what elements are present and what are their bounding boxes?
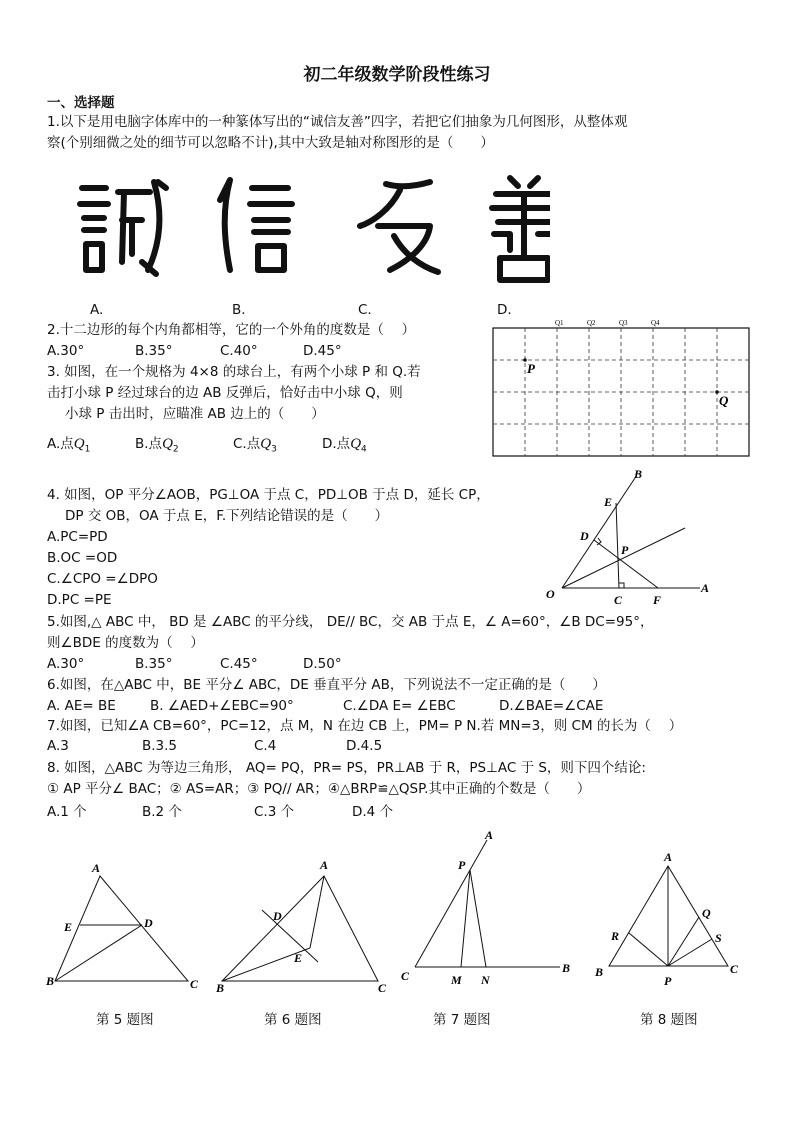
label-a: A [701, 581, 710, 595]
q7-option-c: C.4 [254, 738, 277, 754]
segment-ce [616, 503, 619, 588]
fig5-caption: 第 5 题图 [96, 1012, 154, 1028]
q5-option-d: D.50° [303, 656, 342, 672]
q3-option-c: C.点$Q_3$ [233, 436, 277, 455]
q6-option-a: A. AE= BE [47, 698, 116, 714]
q5-option-c: C.45° [220, 656, 258, 672]
fig8-ps [668, 939, 712, 966]
glyph-you [360, 182, 438, 272]
fig8-triangle [585, 845, 760, 995]
q1-line1: 1.以下是用电脑字体库中的一种篆体写出的“诚信友善”四字，若把它们抽象为几何图形，从整体观 [47, 114, 628, 130]
fig7-pm [461, 870, 470, 967]
q1-line2: 察(个别细微之处的细节可以忽略不计),其中大致是轴对称图形的是（ ） [47, 135, 494, 151]
q4-line1: 4. 如图，OP 平分∠AOB，PG⊥OA 于点 C，PD⊥OB 于点 D，延长 CP， [47, 487, 490, 503]
fig5-label-b: B [46, 974, 55, 988]
fig6-label-d: D [273, 909, 282, 923]
q6-stem: 6.如图，在△ABC 中，BE 平分∠ ABC，DE 垂直平分 AB，下列说法不一定正确的是（ ） [47, 677, 606, 693]
fig5-label-d: D [144, 916, 153, 930]
fig8-label-s: S [715, 931, 722, 945]
fig6-de [262, 910, 318, 962]
q6-option-c: C.∠DA E= ∠EBC [343, 698, 456, 714]
q8-option-c: C.3 个 [254, 804, 295, 820]
q3-line2: 击打小球 P 经过球台的边 AB 反弹后，恰好击中小球 Q，则 [47, 385, 403, 401]
grid-label-q2: Q2 [587, 319, 596, 327]
fig6-triangle [210, 850, 390, 1000]
fig7-label-a: A [485, 828, 494, 842]
q3-table-figure [488, 314, 756, 464]
fig6-abc [222, 876, 378, 981]
q4-option-d: D.PC =PE [47, 592, 112, 608]
q1-option-b: B. [232, 302, 246, 318]
fig8-label-a: A [664, 850, 673, 864]
q1-option-c: C. [358, 302, 372, 318]
fig7-label-b: B [562, 961, 571, 975]
q8-option-d: D.4 个 [352, 804, 394, 820]
fig8-label-p: P [664, 974, 672, 988]
q8-option-a: A.1 个 [47, 804, 87, 820]
q7-option-b: B.3.5 [142, 738, 178, 754]
q2-option-b: B.35° [135, 343, 173, 359]
label-d: D [580, 529, 589, 543]
right-angle-c [619, 583, 624, 588]
fig8-pr [629, 933, 668, 966]
fig6-label-b: B [216, 981, 225, 995]
q8-line2: ① AP 平分∠ BAC；② AS=AR；③ PQ// AR；④△BRP≌△QSP.其中正确的个数是（ ） [47, 781, 591, 797]
fig5-label-e: E [64, 920, 73, 934]
glyph-shan [492, 178, 550, 280]
fig8-label-r: R [611, 929, 620, 943]
fig6-label-c: C [378, 981, 387, 995]
grid-label-q1: Q1 [555, 319, 564, 327]
fig5-abc [55, 876, 188, 981]
label-c: C [614, 593, 623, 607]
fig5-label-c: C [190, 977, 199, 991]
fig6-ae [310, 876, 324, 948]
q5-option-a: A.30° [47, 656, 85, 672]
fig6-caption: 第 6 题图 [264, 1012, 322, 1028]
q8-option-b: B.2 个 [142, 804, 182, 820]
q2-option-c: C.40° [220, 343, 258, 359]
q4-option-a: A.PC=PD [47, 529, 108, 545]
fig7-label-c: C [401, 969, 410, 983]
right-angle-d [597, 538, 601, 545]
q1-option-d: D. [497, 302, 512, 318]
q4-option-b: B.OC =OD [47, 550, 118, 566]
grid-label-q3: Q3 [619, 319, 628, 327]
label-f: F [653, 593, 662, 607]
label-p: P [621, 543, 629, 557]
glyph-cheng [80, 182, 166, 274]
label-e: E [604, 495, 613, 509]
q6-option-d: D.∠BAE=∠CAE [499, 698, 604, 714]
page-title: 初二年级数学阶段性练习 [303, 65, 491, 85]
q7-option-d: D.4.5 [346, 738, 383, 754]
fig7-ray-ca [415, 840, 487, 967]
q1-option-a: A. [90, 302, 104, 318]
q4-option-c: C.∠CPO =∠DPO [47, 571, 158, 587]
q7-stem: 7.如图，已知∠A CB=60°，PC=12，点 M，N 在边 CB 上，PM= P N.若 MN=3，则 CM 的长为（ ） [47, 718, 683, 734]
fig8-label-q: Q [702, 906, 711, 920]
q2-option-a: A.30° [47, 343, 85, 359]
fig8-label-c: C [730, 962, 739, 976]
fig8-pq [668, 917, 699, 966]
q2-stem: 2.十二边形的每个内角都相等，它的一个外角的度数是（ ） [47, 322, 416, 338]
seal-script-glyphs [70, 170, 550, 290]
q8-line1: 8. 如图，△ABC 为等边三角形， AQ= PQ，PR= PS，PR⊥AB 于 R，PS⊥AC 于 S，则下四个结论: [47, 760, 646, 776]
q4-line2: DP 交 OB，OA 于点 E，F.下列结论错误的是（ ） [65, 508, 389, 524]
q4-angle-figure [540, 462, 720, 610]
ray-ob [562, 478, 635, 588]
fig6-label-a: A [320, 858, 329, 872]
q6-option-b: B. ∠AED+∠EBC=90° [150, 698, 294, 714]
fig7-caption: 第 7 题图 [433, 1012, 491, 1028]
q3-option-a: A.点$Q_1$ [47, 436, 91, 455]
fig7-label-n: N [481, 973, 490, 987]
table-grid [493, 328, 749, 456]
q5-option-b: B.35° [135, 656, 173, 672]
fig5-triangle [40, 850, 210, 1000]
label-o: O [546, 587, 555, 601]
point-p-label: P [527, 361, 535, 376]
grid-label-q4: Q4 [651, 319, 660, 327]
fig8-label-b: B [595, 965, 604, 979]
q3-option-b: B.点$Q_2$ [135, 436, 179, 455]
fig8-caption: 第 8 题图 [640, 1012, 698, 1028]
label-b: B [634, 467, 643, 481]
section-heading: 一、选择题 [47, 95, 115, 111]
q5-line2: 则∠BDE 的度数为（ ） [47, 635, 204, 651]
fig6-label-e: E [294, 951, 303, 965]
q3-option-d: D.点$Q_4$ [322, 436, 367, 455]
q3-line3: 小球 P 击出时，应瞄准 AB 边上的（ ） [65, 406, 325, 422]
q5-line1: 5.如图,△ ABC 中， BD 是 ∠ABC 的平分线， DE// BC，交 AB 于点 E，∠ A=60°，∠B DC=95°， [47, 614, 654, 630]
fig7-label-p: P [458, 858, 466, 872]
point-q-label: Q [719, 393, 729, 408]
q3-line1: 3. 如图，在一个规格为 4×8 的球台上，有两个小球 P 和 Q.若 [47, 364, 421, 380]
fig7-label-m: M [451, 973, 462, 987]
q2-option-d: D.45° [303, 343, 342, 359]
fig5-label-a: A [92, 861, 101, 875]
q7-option-a: A.3 [47, 738, 69, 754]
fig7-angle [395, 826, 585, 996]
fig7-pn [470, 870, 486, 967]
glyph-xin [220, 180, 292, 270]
